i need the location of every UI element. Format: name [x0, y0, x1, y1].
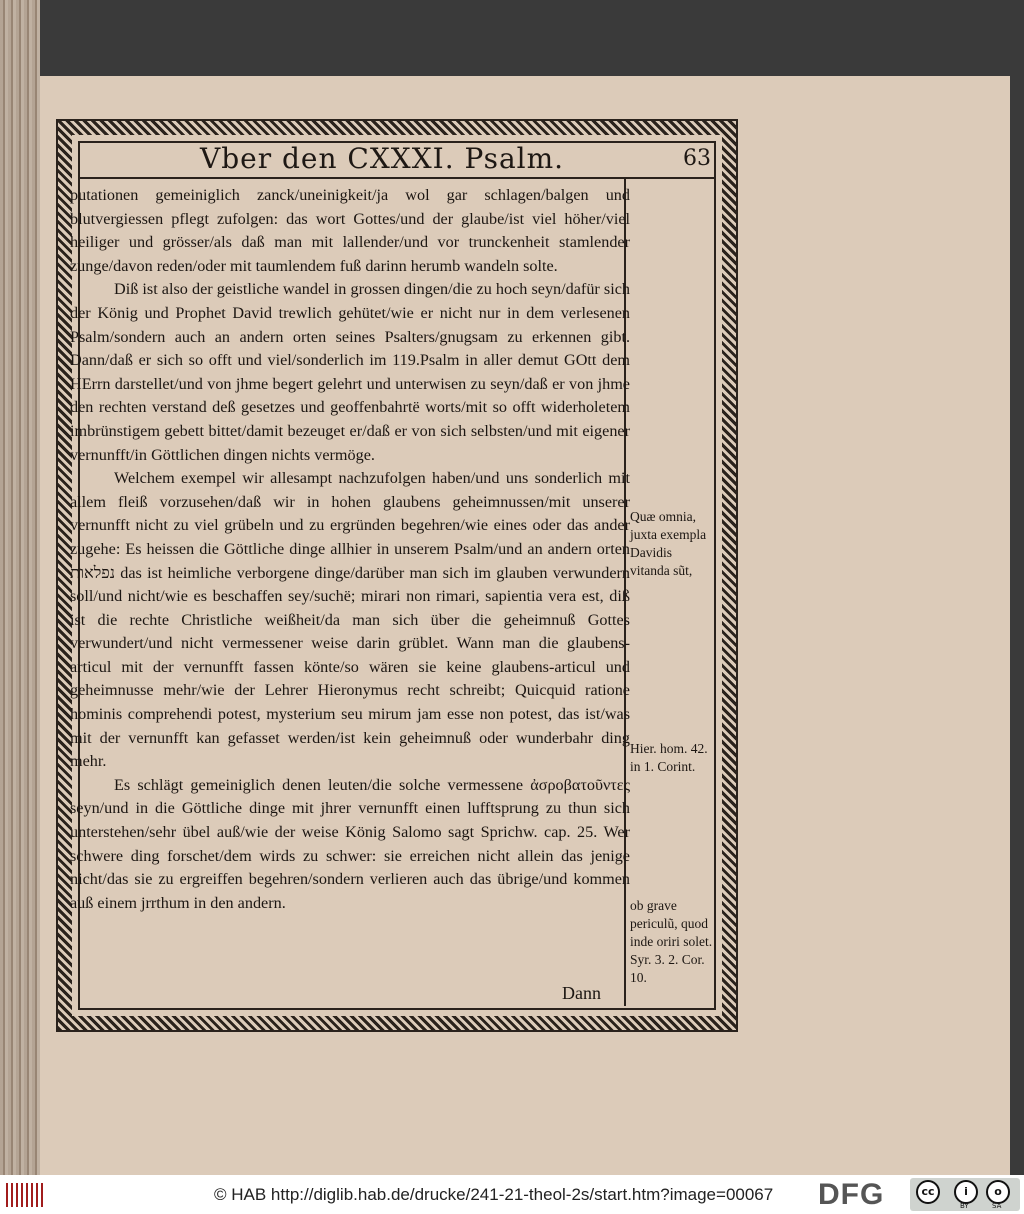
paragraph: Es schlägt gemeiniglich denen leuten/die solche vermessene ἀσροβατοῦντες seyn/und in die Göttliche dinge mit jhrer vernunfft einen lufftsprung zu thun sich unterstehen/sehr übel auß/wie der weise König Salomo sagt Sprichw. cap. 25. Wer schwere ding forschet/dem wirds zu schwer: sie erreichen nicht allein das jenige nicht/das sie zu ergreiffen begehren/sondern verlieren auch das übrige/und kommen auß einem jrrthum in den andern. [70, 775, 630, 912]
sa-icon: o [986, 1180, 1010, 1204]
main-text [70, 184, 630, 915]
cc-icon: cc [916, 1180, 940, 1204]
page-number: 63 [683, 146, 711, 171]
margin-note: ob grave periculũ, quod inde oriri solet. Syr. 3. 2. Cor. 10. [630, 898, 713, 985]
viewer-footer [0, 1175, 1024, 1214]
paragraph: Welchem exempel wir allesampt nachzufolgen haben/und uns sonderlich mit allem fleiß vorzusehen/daß wir in hohen glaubens geheimnussen/mit unserer vernunfft nicht zu viel grübeln und zu ergründen begehren/wie eines oder das ander zugehe: Es heissen die Göttliche dinge allhier in unserem Psalm/und an andern orten נפלאות das ist heimliche verborgene dinge/darüber man sich im glauben verwundern soll/und nicht/wie es beschaffen sey/suchë; mirari non rimari, sapientia vera est, diß ist die rechte Christliche weißheit/da man sich über die geheimnuß Gottes verwundert/und nicht vermessener weise darin grüblet. Wann man die glaubens-articul mit der vernunfft fassen könte/so wären sie keine glaubens-articul und geheimnusse mehr/wie der Lehrer Hieronymus recht schreibt; Quicquid ratione hominis comprehendi potest, mysterium seu mirum jam esse non potest, das ist/was mit der vernunfft kan gefasset werden/ist kein geheimnuß oder wunderbahr ding mehr. [70, 469, 630, 771]
paragraph: Diß ist also der geistliche wandel in grossen dingen/die zu hoch seyn/dafür sich der König und Prophet David trewlich gehütet/wie er nicht nur in dem verlesenen Psalm/sondern auch an andern orten seines Psalters/gnugsam zu erkennen gibt. Dann/daß er sich so offt und viel/sonderlich im 119.Psalm in aller demut GOtt dem HErrn darstellet/und von jhme begert gelehrt und unterwisen zu seyn/daß er von jhme den rechten verstand deß gesetzes und geoffenbahrtë worts/mit so offt widerholetem imbrünstigem gebett bittet/damit bezeuget er/daß er von sich selbsten/und mit eigener vernunfft/in Göttlichen dingen nichts vermöge. [70, 280, 630, 464]
copyright-link[interactable]: © HAB http://diglib.hab.de/drucke/241-21-theol-2s/start.htm?image=00067 [214, 1185, 774, 1204]
hab-logo-icon [6, 1183, 46, 1207]
cc-license-badge[interactable] [910, 1178, 1020, 1211]
catchword: Dann [562, 983, 601, 1003]
margin-note: Hier. hom. 42. in 1. Corint. [630, 741, 708, 774]
sa-label: SA [992, 1202, 1002, 1210]
running-title: Vber den CXXXI. Psalm. [200, 142, 565, 175]
dfg-logo[interactable]: DFG [818, 1178, 885, 1211]
header-rule [78, 177, 716, 179]
paragraph: putationen gemeiniglich zanck/uneinigkeit/ja wol gar schlagen/balgen und blutvergiessen pflegt zufolgen: das wort Gottes/und der glaube/ist viel höher/viel heiliger und grösser/als daß man mit lallender/und vor trunckenheit stamlender zunge/davon reden/oder mit taumlendem fuß darinn herumb wandeln solte. [70, 186, 630, 275]
adjacent-page-edge [0, 0, 40, 1175]
margin-note: Quæ omnia, juxta exempla Davidis vitanda sũt, [630, 509, 707, 578]
by-icon: i [954, 1180, 978, 1204]
by-label: BY [960, 1202, 969, 1210]
